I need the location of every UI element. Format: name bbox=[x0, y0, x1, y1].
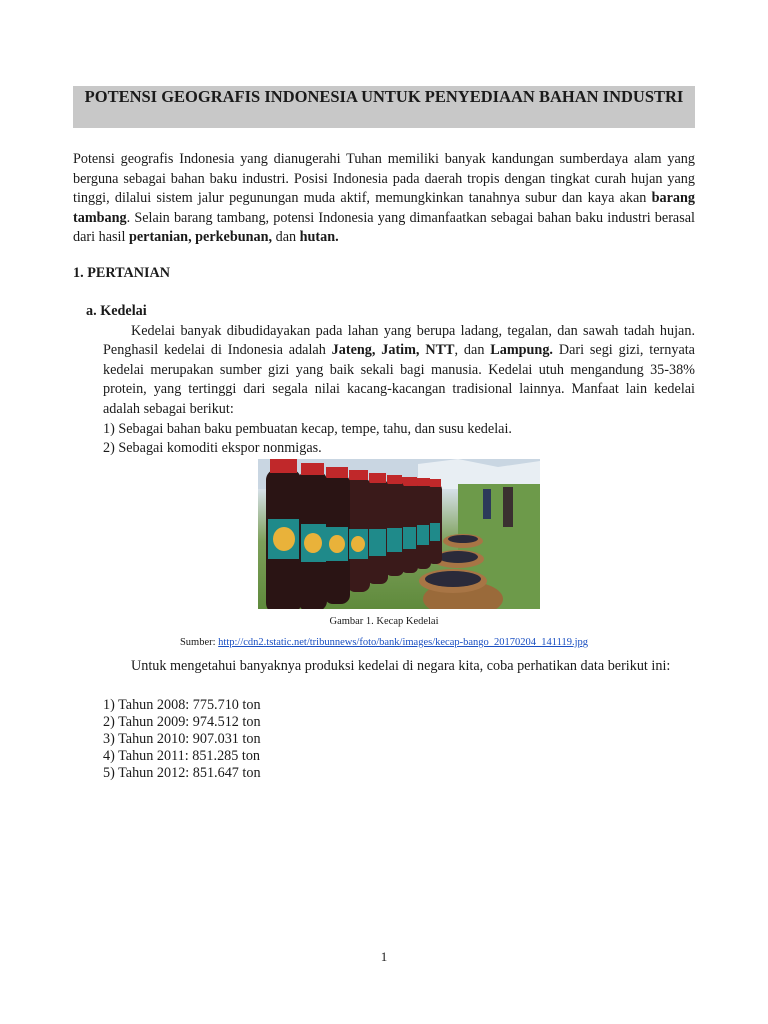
subsection-heading-kedelai: a. Kedelai bbox=[86, 303, 147, 319]
production-item: 5) Tahun 2012: 851.647 ton bbox=[103, 765, 261, 781]
kedelai-bold-1: Jateng, Jatim, NTT bbox=[331, 342, 455, 359]
benefit-item: 1) Sebagai bahan baku pembuatan kecap, tempe, tahu, dan susu kedelai. bbox=[103, 421, 512, 437]
benefit-item: 2) Sebagai komoditi ekspor nonmigas. bbox=[103, 440, 322, 456]
section-heading-pertanian: 1. PERTANIAN bbox=[73, 265, 170, 281]
intro-paragraph bbox=[73, 150, 695, 248]
kedelai-text-1: Kedelai banyak dibudidayakan pada lahan yang berupa ladang, tegalan, dan sawah tadah hujan. Penghasil kedelai di Indonesia adalah bbox=[103, 323, 695, 359]
production-item: 3) Tahun 2010: 907.031 ton bbox=[103, 731, 261, 747]
figure-caption: Gambar 1. Kecap Kedelai bbox=[329, 616, 439, 627]
kedelai-paragraph bbox=[103, 322, 695, 419]
title-text: POTENSI GEOGRAFIS INDONESIA UNTUK PENYEDIAAN BAHAN INDUSTRI bbox=[84, 87, 684, 106]
intro-text-3: dan bbox=[272, 229, 300, 246]
production-item: 2) Tahun 2009: 974.512 ton bbox=[103, 714, 261, 730]
intro-text-1: Potensi geografis Indonesia yang dianugerahi Tuhan memiliki banyak kandungan sumberdaya alam yang berguna sebagai bahan baku industri. Posisi Indonesia pada daerah tropis dengan tingkat curah hujan yang tinggi, dilalui sistem jalur pegunungan muda aktif, memungkinkan tanahnya subur dan kaya akan bbox=[73, 151, 695, 207]
production-item: 4) Tahun 2011: 851.285 ton bbox=[103, 748, 261, 764]
kecap-bottles-illustration bbox=[258, 459, 540, 609]
page-number: 1 bbox=[380, 949, 388, 964]
source-label: Sumber: bbox=[179, 637, 219, 648]
kedelai-text-3: Dari segi gizi, ternyata kedelai merupakan sumber gizi yang baik sekali bagi manusia. Kedelai utuh mengandung 35-38% protein, yang tertinggi dari segala nilai kacang-kacangan tradisional lainnya. Manfaat lain kedelai adalah sebagai berikut: bbox=[103, 342, 695, 417]
document-title bbox=[73, 86, 695, 128]
kedelai-text-2: , dan bbox=[454, 342, 491, 359]
kecap-kedelai-photo bbox=[258, 459, 540, 609]
intro-bold-3: hutan. bbox=[299, 229, 339, 246]
figure-source bbox=[0, 637, 768, 648]
production-intro: Untuk mengetahui banyaknya produksi kedelai di negara kita, coba perhatikan data berikut ini: bbox=[131, 658, 671, 674]
source-link[interactable]: http://cdn2.tstatic.net/tribunnews/foto/bank/images/kecap-bango_20170204_141119.jpg bbox=[218, 637, 589, 648]
production-item: 1) Tahun 2008: 775.710 ton bbox=[103, 697, 261, 713]
intro-bold-1: barang tambang bbox=[73, 190, 695, 226]
kedelai-bold-2: Lampung. bbox=[490, 342, 553, 359]
intro-bold-2: pertanian, perkebunan, bbox=[128, 229, 273, 246]
intro-text-2: . Selain barang tambang, potensi Indonesia yang dimanfaatkan sebagai bahan baku industri berasal dari hasil bbox=[73, 209, 695, 246]
